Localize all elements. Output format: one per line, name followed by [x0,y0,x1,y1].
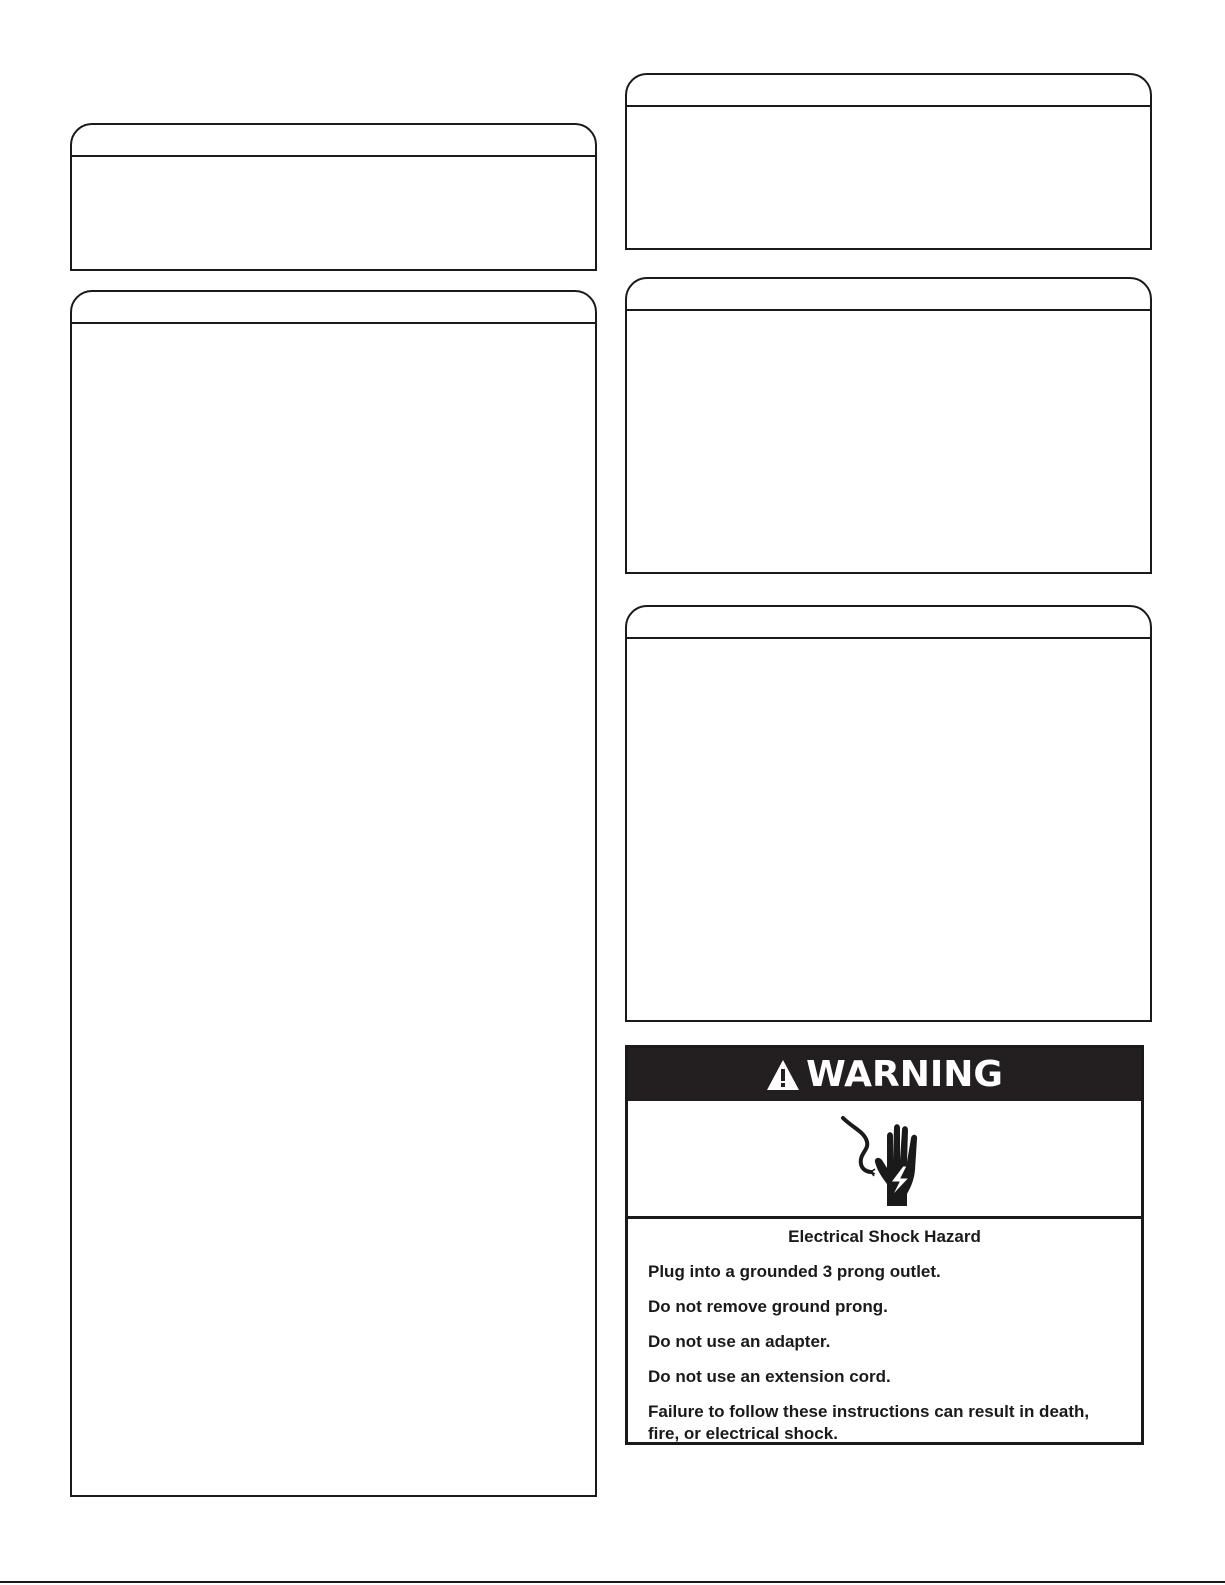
panel-4-tab [627,279,1150,311]
content-panel-4 [625,277,1152,574]
instruction-line: Do not use an adapter. [648,1332,831,1352]
warning-title: WARNING [806,1053,1003,1095]
panel-1-tab [72,125,595,157]
electrical-shock-hand-icon [835,1110,935,1208]
panel-2-tab [72,292,595,324]
warning-header [628,1048,1141,1101]
panel-3-tab [627,75,1150,107]
instruction-line: Plug into a grounded 3 prong outlet. [648,1262,941,1281]
panel-5-tab [627,607,1150,639]
instruction-line: Failure to follow these instructions can result in death, fire, or electrical shock. [648,1402,1090,1444]
warning-icon-row [628,1101,1141,1219]
content-panel-3 [625,73,1152,250]
content-panel-1 [70,123,597,271]
hazard-title: Electrical Shock Hazard [788,1227,981,1246]
warning-body [628,1219,1141,1446]
instruction-line: Do not remove ground prong. [648,1297,888,1317]
warning-triangle-icon [766,1059,800,1091]
page-footer-rule [0,1581,1225,1583]
content-panel-5 [625,605,1152,1022]
content-panel-2 [70,290,597,1497]
instruction-line: Do not use an extension cord. [648,1367,891,1387]
warning-box [625,1045,1144,1445]
